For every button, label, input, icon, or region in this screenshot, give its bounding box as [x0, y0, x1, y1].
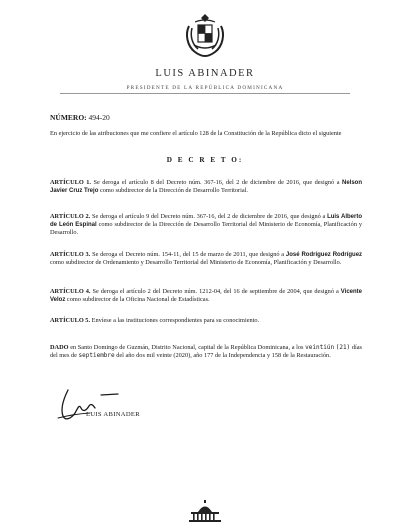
- article-4-name: Vicente Veloz: [50, 289, 363, 303]
- given-text-1: en Santo Domingo de Guzmán, Distrito Nacional, capital de la República Dominicana, a los: [70, 344, 304, 351]
- article-3-text: Se deroga el Decreto núm. 154-11, del 15 de marzo de 2011, que designó a: [92, 251, 285, 258]
- article-2-name: Luis Alberto de León Espinal: [50, 214, 363, 228]
- given-month: septiembre: [78, 352, 115, 359]
- handwritten-signature: [54, 384, 124, 426]
- article-2-label: ARTÍCULO 2.: [50, 213, 91, 220]
- article-3-text-after: como subdirector de Ordenamiento y Desarrollo Territorial del Ministerio de Economía, Planificación y Desarrollo.: [50, 259, 342, 266]
- palace-emblem-icon: [185, 500, 225, 522]
- article-4-text: Se deroga el artículo 2 del Decreto núm. 1212-04, del 16 de septiembre de 2004, que designó a: [92, 288, 339, 295]
- given-text-3: del año dos mil veinte (2020), año 177 de la Independencia y 158 de la Restauración.: [116, 352, 331, 359]
- article-1: [50, 179, 362, 195]
- decree-heading: D E C R E T O:: [166, 156, 244, 164]
- article-1-name: Nelson Javier Cruz Trejo: [50, 180, 363, 194]
- article-4-text-after: como subdirector de la Oficina Nacional de Estadísticas.: [66, 296, 210, 303]
- decree-number: [50, 113, 110, 122]
- given-paragraph: [50, 344, 362, 360]
- article-3: [50, 251, 362, 267]
- given-label: DADO: [50, 344, 69, 351]
- article-1-label: ARTÍCULO 1.: [50, 179, 91, 186]
- header-divider: [60, 93, 350, 94]
- article-2: [50, 213, 362, 237]
- signer-name: LUIS ABINADER: [86, 411, 140, 418]
- president-title-header: PRESIDENTE DE LA REPÚBLICA DOMINICANA: [126, 85, 284, 91]
- coat-of-arms-seal: [183, 12, 227, 58]
- article-1-text-after: como subdirector de la Dirección de Desarrollo Territorial.: [99, 187, 249, 194]
- article-2-text: Se deroga el artículo 9 del Decreto núm. 367-16, del 2 de diciembre de 2016, que designó a: [91, 213, 326, 220]
- intro-paragraph: En ejercicio de las atribuciones que me confiere el artículo 128 de la Constitución de la República dicto el siguiente: [50, 130, 342, 137]
- article-3-name: José Rodríguez Rodríguez: [285, 252, 363, 258]
- article-5-text: Envíese a las instituciones correspondientes para su conocimiento.: [91, 317, 260, 324]
- article-4: [50, 288, 362, 304]
- article-2-text-after: como subdirector de la Dirección de Desarrollo Territorial del Ministerio de Economía, Planificación y Desarrollo.: [50, 221, 363, 236]
- article-3-label: ARTÍCULO 3.: [50, 251, 91, 258]
- given-text-2: días del mes de: [50, 344, 362, 359]
- given-day-words: veintiún: [305, 344, 335, 351]
- president-name-header: LUIS ABINADER: [155, 68, 255, 79]
- article-5: [50, 317, 362, 325]
- article-4-label: ARTÍCULO 4.: [50, 288, 91, 295]
- article-5-label: ARTÍCULO 5.: [50, 317, 91, 324]
- article-1-text: Se deroga el artículo 8 del Decreto núm. 367-16, del 2 de diciembre de 2016, que designó a: [93, 179, 340, 186]
- given-day-digits: (21): [335, 344, 351, 351]
- decree-number-label: NÚMERO:: [50, 113, 87, 122]
- decree-number-value: 494-20: [88, 113, 110, 122]
